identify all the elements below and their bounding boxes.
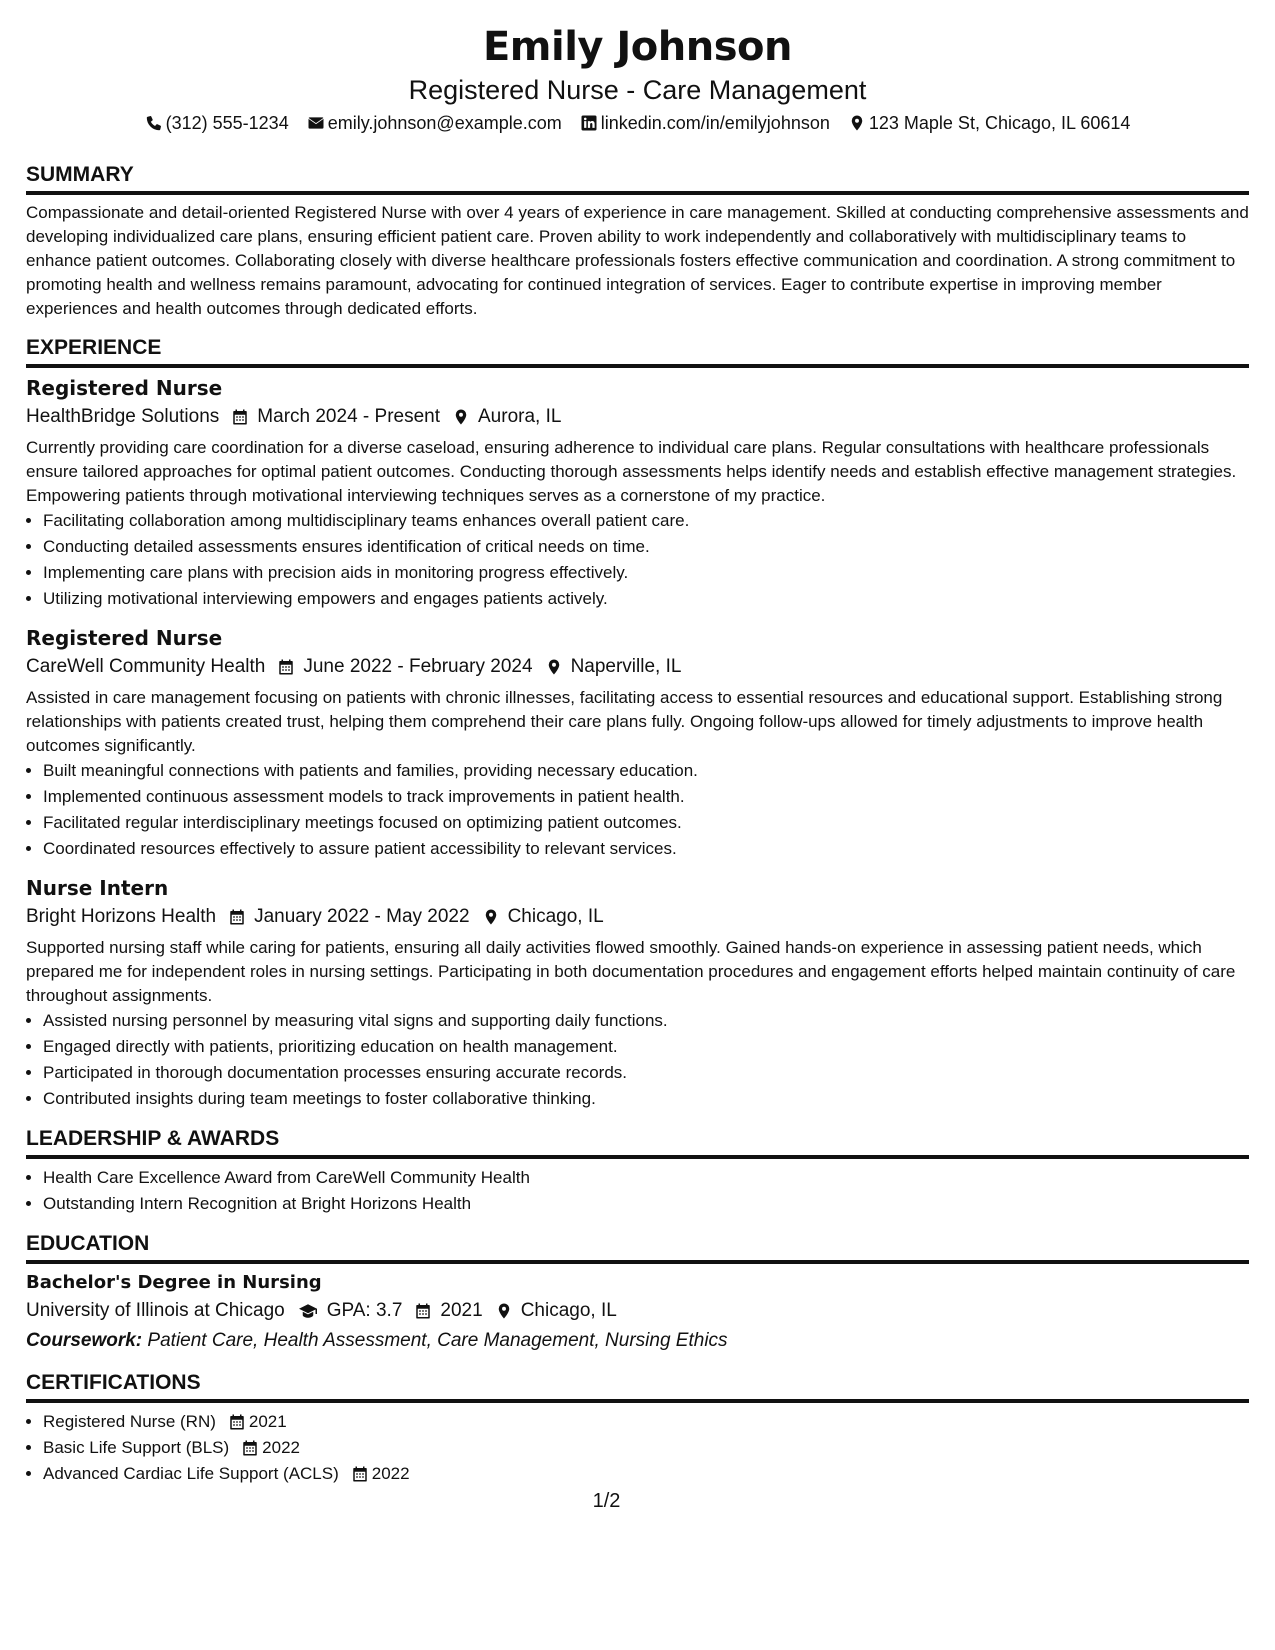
job-entry [26, 374, 1249, 612]
address-text: 123 Maple St, Chicago, IL 60614 [868, 113, 1131, 133]
job-entry [26, 624, 1249, 862]
cert-date [228, 1409, 287, 1435]
cert-name: • Registered Nurse (RN) [43, 1412, 216, 1431]
resume-page [26, 22, 1249, 1487]
coursework-label: Coursework: [26, 1330, 143, 1351]
job-dates [228, 902, 469, 932]
calendar-icon [241, 1439, 259, 1457]
job-dates-text: March 2024 - Present [257, 406, 440, 427]
job-entry [26, 874, 1249, 1112]
job-meta [26, 652, 1249, 682]
job-meta [26, 902, 1249, 932]
job-location [482, 902, 604, 932]
job-description: Supported nursing staff while caring for patients, ensuring all daily activities flowed smoothly. Gained hands-on experience in assessing patient needs, which prepared me for independent roles in nursing settings. Participating in both documentation procedures and engagement efforts helped maintain continuity of care throughout assignments. [26, 938, 1236, 1005]
job-location [452, 402, 561, 432]
education-location-text: Chicago, IL [520, 1300, 617, 1321]
job-bullets [26, 758, 1249, 862]
job-company: Bright Horizons Health [26, 906, 217, 927]
linkedin-icon [580, 114, 598, 132]
year-text: 2021 [440, 1300, 483, 1321]
job-title: Nurse Intern [26, 876, 169, 900]
graduation-cap-icon [297, 1302, 319, 1320]
job-description: Currently providing care coordination for a diverse caseload, ensuring adherence to individual care plans. Regular consultations with healthcare professionals ensure tailored approaches for optimal patient outcomes. Conducting thorough assessments helps identify needs and establish effective management strategies. Empowering patients through motivational interviewing techniques serves as a cornerstone of my practice. [26, 438, 1237, 505]
envelope-icon [307, 114, 325, 132]
school-name: University of Illinois at Chicago [26, 1300, 285, 1321]
email-text: emily.johnson@example.com [327, 113, 562, 133]
calendar-icon [351, 1465, 369, 1483]
job-location [545, 652, 682, 682]
certifications-list [26, 1409, 1249, 1487]
calendar-icon [228, 1413, 246, 1431]
list-item: • Implemented continuous assessment models to track improvements in patient health. [43, 784, 1249, 810]
cert-date [351, 1461, 410, 1487]
list-item: • Outstanding Intern Recognition at Bright Horizons Health [43, 1191, 1249, 1217]
list-item: • Coordinated resources effectively to assure patient accessibility to relevant services. [43, 836, 1249, 862]
job-dates [277, 652, 532, 682]
education-gpa [297, 1296, 403, 1326]
job-bullets [26, 1008, 1249, 1112]
job-dates-text: January 2022 - May 2022 [254, 906, 470, 927]
summary-text: Compassionate and detail-oriented Registered Nurse with over 4 years of experience in care management. Skilled at conducting comprehensive assessments and developing individualized care plans, ensuring efficient patient care. Proven ability to work independently and collaboratively with multidisciplinary teams to enhance patient outcomes. Collaborating closely with diverse healthcare professionals fosters effective communication and coordination. A strong commitment to promoting health and wellness remains paramount, advocating for continued integration of services. Eager to contribute expertise in improving member experiences and health outcomes through dedicated efforts. [26, 203, 1249, 318]
cert-name: • Advanced Cardiac Life Support (ACLS) [43, 1464, 339, 1483]
list-item: • Implementing care plans with precision aids in monitoring progress effectively. [43, 560, 1249, 586]
job-location-text: Naperville, IL [570, 656, 682, 677]
job-location-text: Aurora, IL [478, 406, 562, 427]
list-item: • Conducting detailed assessments ensures identification of critical needs on time. [43, 534, 1249, 560]
certifications-section [26, 1370, 1249, 1487]
cert-year: 2022 [262, 1438, 300, 1457]
leadership-heading: LEADERSHIP & AWARDS [26, 1126, 1249, 1159]
resume-header [26, 22, 1249, 136]
list-item [43, 1461, 1249, 1487]
job-location-text: Chicago, IL [507, 906, 604, 927]
experience-heading: EXPERIENCE [26, 335, 1249, 368]
contact-email[interactable] [307, 110, 562, 136]
calendar-icon [414, 1302, 432, 1320]
degree-title: Bachelor's Degree in Nursing [26, 1272, 322, 1293]
list-item: • Engaged directly with patients, prioritizing education on health management. [43, 1034, 1249, 1060]
awards-list [26, 1165, 1249, 1217]
list-item: • Facilitated regular interdisciplinary meetings focused on optimizing patient outcomes. [43, 810, 1249, 836]
calendar-icon [231, 408, 249, 426]
contact-bar [26, 110, 1249, 136]
candidate-name: Emily Johnson [482, 24, 792, 70]
job-company: CareWell Community Health [26, 656, 266, 677]
linkedin-text: linkedin.com/in/emilyjohnson [600, 113, 830, 133]
map-pin-icon [848, 114, 866, 132]
contact-phone[interactable] [145, 110, 289, 136]
job-dates [231, 402, 440, 432]
contact-address [848, 110, 1131, 136]
calendar-icon [228, 908, 246, 926]
page-number: 1/2 [592, 1490, 621, 1512]
education-year [414, 1296, 482, 1326]
job-description: Assisted in care management focusing on patients with chronic illnesses, facilitating access to essential resources and educational support. Establishing strong relationships with patients created trust, helping them comprehend their care plans fully. Ongoing follow-ups allowed for timely adjustments to improve health outcomes significantly. [26, 688, 1223, 755]
gpa-text: GPA: 3.7 [326, 1300, 403, 1321]
calendar-icon [277, 658, 295, 676]
map-pin-icon [482, 908, 500, 926]
summary-section [26, 162, 1249, 321]
cert-year: 2021 [248, 1412, 287, 1431]
education-section [26, 1231, 1249, 1356]
list-item: • Health Care Excellence Award from CareWell Community Health [43, 1165, 1249, 1191]
summary-heading: SUMMARY [26, 162, 1249, 195]
list-item: • Contributed insights during team meetings to foster collaborative thinking. [43, 1086, 1249, 1112]
map-pin-icon [452, 408, 470, 426]
list-item: • Utilizing motivational interviewing empowers and engages patients actively. [43, 586, 1249, 612]
job-bullets [26, 508, 1249, 612]
coursework-text: Patient Care, Health Assessment, Care Management, Nursing Ethics [147, 1330, 728, 1351]
job-company: HealthBridge Solutions [26, 406, 220, 427]
coursework [26, 1326, 1249, 1356]
map-pin-icon [495, 1302, 513, 1320]
contact-linkedin[interactable] [580, 110, 830, 136]
education-heading: EDUCATION [26, 1231, 1249, 1264]
list-item: • Assisted nursing personnel by measuring vital signs and supporting daily functions. [43, 1008, 1249, 1034]
list-item: • Facilitating collaboration among multidisciplinary teams enhances overall patient care. [43, 508, 1249, 534]
education-location [495, 1296, 617, 1326]
cert-year: 2022 [371, 1464, 410, 1483]
cert-date [241, 1435, 300, 1461]
candidate-title: Registered Nurse - Care Management [408, 75, 867, 105]
list-item: • Participated in thorough documentation processes ensuring accurate records. [43, 1060, 1249, 1086]
leadership-section [26, 1126, 1249, 1217]
cert-name: • Basic Life Support (BLS) [43, 1438, 230, 1457]
job-dates-text: June 2022 - February 2024 [303, 656, 533, 677]
list-item [43, 1435, 1249, 1461]
job-title: Registered Nurse [26, 376, 223, 400]
list-item [43, 1409, 1249, 1435]
map-pin-icon [545, 658, 563, 676]
experience-section [26, 335, 1249, 1112]
certifications-heading: CERTIFICATIONS [26, 1370, 1249, 1403]
education-meta [26, 1296, 1249, 1326]
list-item: • Built meaningful connections with patients and families, providing necessary education. [43, 758, 1249, 784]
phone-text: (312) 555-1234 [165, 113, 289, 133]
phone-icon [145, 114, 163, 132]
job-title: Registered Nurse [26, 626, 223, 650]
job-meta [26, 402, 1249, 432]
